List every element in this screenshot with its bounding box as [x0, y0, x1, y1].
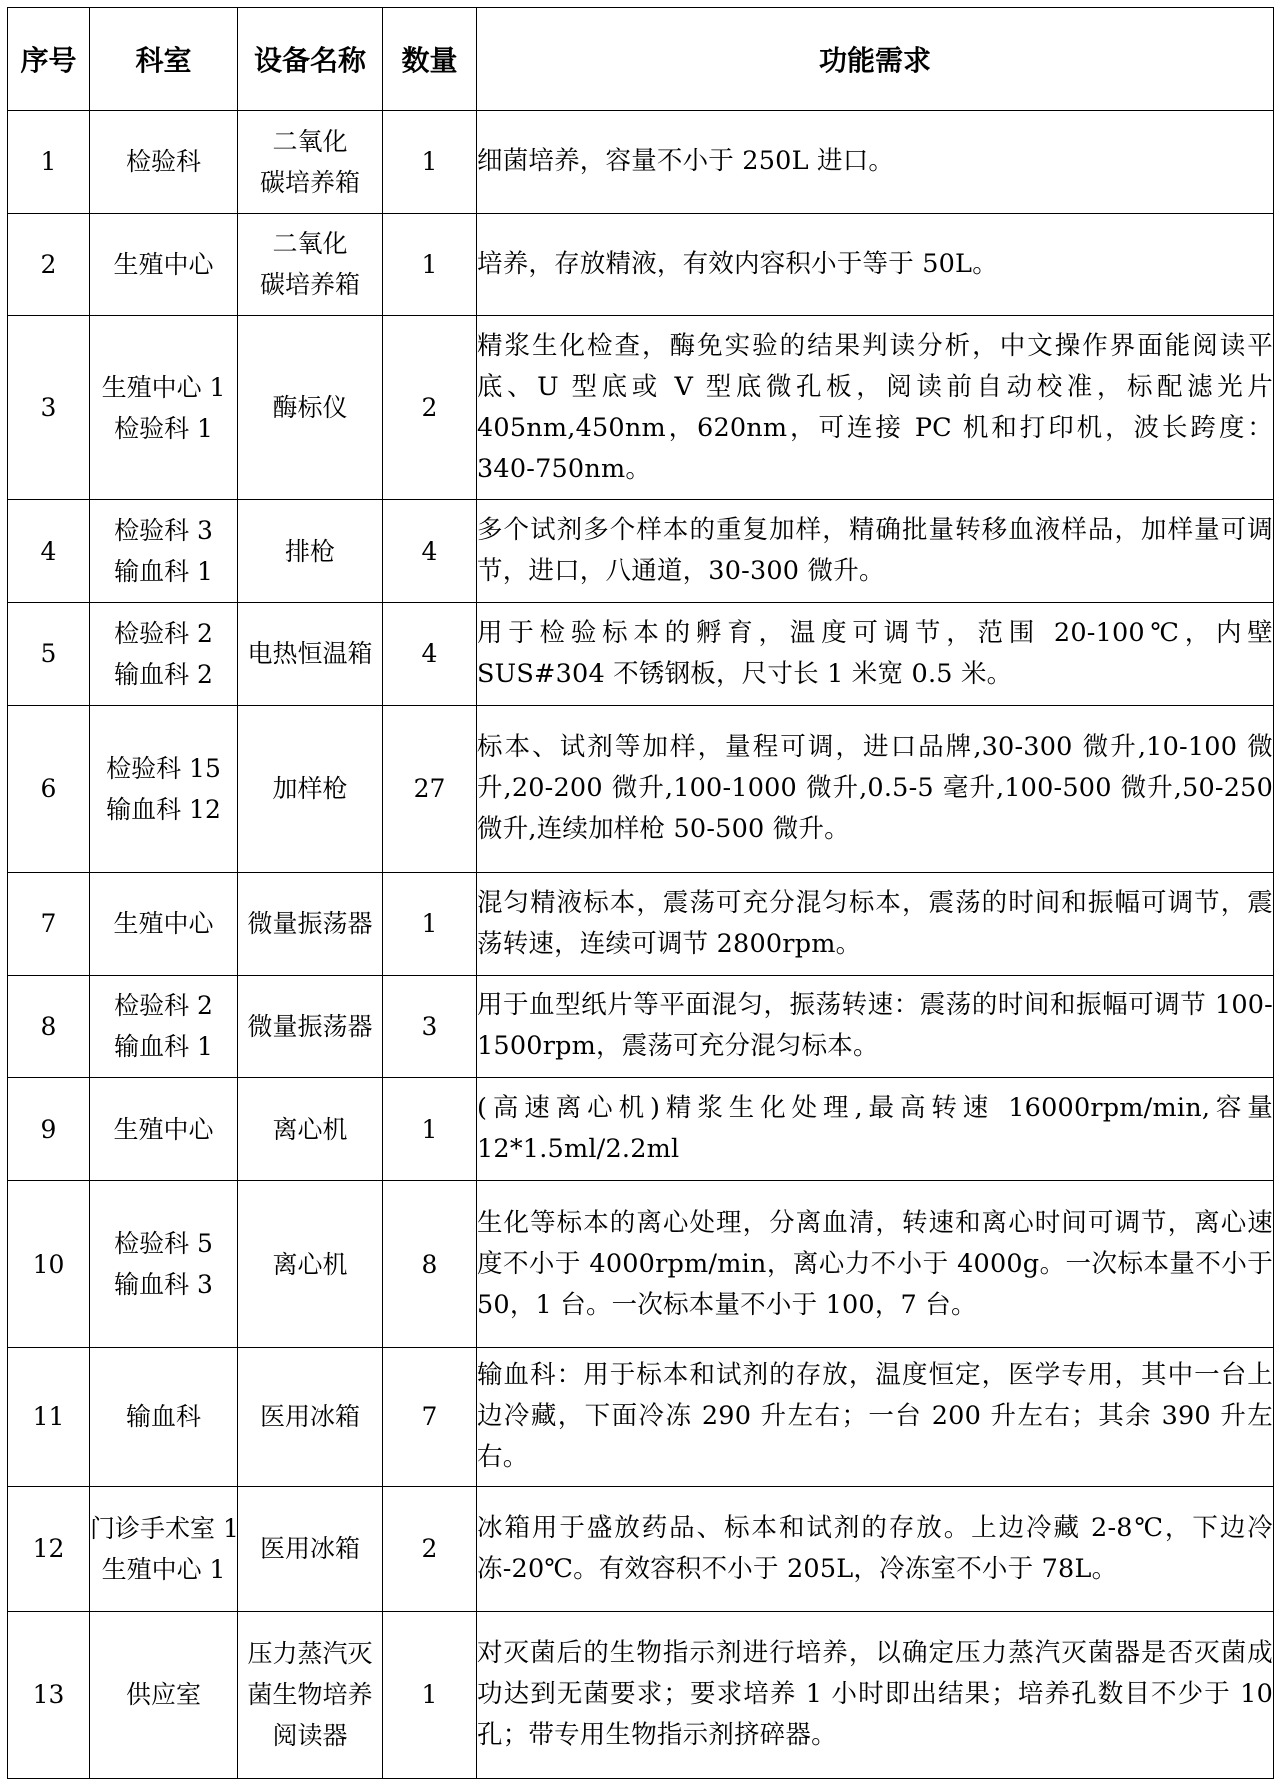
cell-device [238, 1611, 383, 1778]
cell-qty: 1 [383, 1611, 477, 1778]
cell-no: 1 [8, 111, 90, 214]
cell-no: 7 [8, 872, 90, 975]
table-row [8, 316, 1274, 500]
table-row [8, 1348, 1274, 1486]
cell-func: 生化等标本的离心处理，分离血清，转速和离心时间可调节，离心速度不小于 4000rpm/min，离心力不小于 4000g。一次标本量不小于 50，1 台。一次标本量不小于 100，7 台。 [477, 1180, 1274, 1347]
cell-no: 6 [8, 705, 90, 872]
dept-line: 输血科 2 [114, 659, 213, 689]
cell-no: 8 [8, 975, 90, 1078]
device-line: 酶标仪 [272, 393, 348, 423]
cell-dept [90, 603, 238, 706]
cell-qty: 1 [383, 111, 477, 214]
cell-no: 12 [8, 1486, 90, 1611]
cell-func: 输血科：用于标本和试剂的存放，温度恒定，医学专用，其中一台上边冷藏，下面冷冻 290 升左右；一台 200 升左右；其余 390 升左右。 [477, 1348, 1274, 1486]
dept-line: 检验科 15 [106, 753, 221, 783]
device-line: 离心机 [272, 1249, 348, 1279]
equipment-table-page [7, 7, 1273, 1779]
table-row [8, 975, 1274, 1078]
table-row [8, 1078, 1274, 1181]
table-row [8, 1180, 1274, 1347]
cell-qty: 2 [383, 316, 477, 500]
table-row [8, 1486, 1274, 1611]
cell-device [238, 1180, 383, 1347]
cell-device [238, 872, 383, 975]
cell-qty: 4 [383, 603, 477, 706]
table-header-row [8, 8, 1274, 111]
cell-device [238, 500, 383, 603]
cell-dept [90, 316, 238, 500]
header-device: 设备名称 [238, 8, 383, 111]
device-line: 加样枪 [272, 774, 348, 804]
table-row [8, 500, 1274, 603]
cell-qty: 1 [383, 1078, 477, 1181]
cell-device [238, 1348, 383, 1486]
cell-dept [90, 1486, 238, 1611]
cell-func: 标本、试剂等加样，量程可调，进口品牌,30-300 微升,10-100 微升,20-200 微升,100-1000 微升,0.5-5 毫升,100-500 微升,50-250 微升,连续加样枪 50-500 微升。 [477, 705, 1274, 872]
cell-dept [90, 500, 238, 603]
cell-no: 3 [8, 316, 90, 500]
cell-func: 精浆生化检查，酶免实验的结果判读分析，中文操作界面能阅读平底、U 型底或 V 型底微孔板，阅读前自动校准，标配滤光片 405nm,450nm，620nm，可连接 PC 机和打印机，波长跨度：340-750nm。 [477, 316, 1274, 500]
equipment-table [7, 7, 1274, 1779]
header-func: 功能需求 [477, 8, 1274, 111]
cell-func: (高速离心机)精浆生化处理,最高转速 16000rpm/min,容量 12*1.5ml/2.2ml [477, 1078, 1274, 1181]
dept-line: 输血科 [125, 1402, 201, 1432]
dept-line: 检验科 2 [114, 618, 213, 648]
cell-no: 9 [8, 1078, 90, 1181]
cell-func: 冰箱用于盛放药品、标本和试剂的存放。上边冷藏 2-8℃，下边冷冻-20℃。有效容积不小于 205L，冷冻室不小于 78L。 [477, 1486, 1274, 1611]
cell-qty: 2 [383, 1486, 477, 1611]
cell-qty: 1 [383, 213, 477, 316]
dept-line: 供应室 [125, 1680, 201, 1710]
cell-qty: 1 [383, 872, 477, 975]
device-line: 压力蒸汽灭 [247, 1639, 373, 1669]
cell-dept [90, 705, 238, 872]
table-row [8, 213, 1274, 316]
device-line: 阅读器 [272, 1721, 348, 1751]
device-line: 排枪 [284, 536, 335, 566]
cell-func: 多个试剂多个样本的重复加样，精确批量转移血液样品，加样量可调节，进口，八通道，30-300 微升。 [477, 500, 1274, 603]
device-line: 微量振荡器 [247, 909, 373, 939]
cell-no: 10 [8, 1180, 90, 1347]
table-body [8, 111, 1274, 1779]
cell-dept [90, 213, 238, 316]
cell-qty: 8 [383, 1180, 477, 1347]
cell-func: 培养，存放精液，有效内容积小于等于 50L。 [477, 213, 1274, 316]
dept-line: 生殖中心 [113, 249, 214, 279]
cell-no: 13 [8, 1611, 90, 1778]
dept-line: 输血科 3 [114, 1270, 213, 1300]
dept-line: 检验科 2 [114, 991, 213, 1021]
device-line: 碳培养箱 [259, 270, 360, 300]
cell-dept [90, 872, 238, 975]
cell-device [238, 316, 383, 500]
dept-line: 检验科 [125, 147, 201, 177]
cell-dept [90, 1348, 238, 1486]
dept-line: 生殖中心 [113, 1114, 214, 1144]
cell-device [238, 1486, 383, 1611]
device-line: 微量振荡器 [247, 1011, 373, 1041]
device-line: 二氧化 [272, 229, 348, 259]
cell-func: 对灭菌后的生物指示剂进行培养，以确定压力蒸汽灭菌器是否灭菌成功达到无菌要求；要求培养 1 小时即出结果；培养孔数目不少于 10 孔；带专用生物指示剂挤碎器。 [477, 1611, 1274, 1778]
cell-device [238, 111, 383, 214]
cell-func: 用于血型纸片等平面混匀，振荡转速：震荡的时间和振幅可调节 100-1500rpm，震荡可充分混匀标本。 [477, 975, 1274, 1078]
cell-dept [90, 111, 238, 214]
cell-no: 4 [8, 500, 90, 603]
device-line: 电热恒温箱 [247, 639, 373, 669]
cell-device [238, 705, 383, 872]
cell-func: 细菌培养，容量不小于 250L 进口。 [477, 111, 1274, 214]
table-row [8, 111, 1274, 214]
table-row [8, 1611, 1274, 1778]
dept-line: 生殖中心 [113, 909, 214, 939]
cell-qty: 7 [383, 1348, 477, 1486]
cell-qty: 4 [383, 500, 477, 603]
table-row [8, 603, 1274, 706]
table-row [8, 705, 1274, 872]
device-line: 医用冰箱 [259, 1402, 360, 1432]
dept-line: 生殖中心 1 [101, 372, 226, 402]
device-line: 二氧化 [272, 126, 348, 156]
header-no: 序号 [8, 8, 90, 111]
cell-func: 混匀精液标本，震荡可充分混匀标本，震荡的时间和振幅可调节，震荡转速，连续可调节 2800rpm。 [477, 872, 1274, 975]
device-line: 医用冰箱 [259, 1534, 360, 1564]
cell-qty: 3 [383, 975, 477, 1078]
dept-line: 输血科 1 [114, 557, 213, 587]
dept-line: 检验科 5 [114, 1229, 213, 1259]
cell-device [238, 975, 383, 1078]
cell-func: 用于检验标本的孵育，温度可调节，范围 20-100℃，内壁 SUS#304 不锈钢板，尺寸长 1 米宽 0.5 米。 [477, 603, 1274, 706]
device-line: 菌生物培养 [247, 1680, 373, 1710]
dept-line: 输血科 1 [114, 1032, 213, 1062]
header-qty: 数量 [383, 8, 477, 111]
cell-no: 2 [8, 213, 90, 316]
dept-line: 门诊手术室 1 [90, 1513, 239, 1543]
cell-device [238, 1078, 383, 1181]
cell-no: 5 [8, 603, 90, 706]
cell-no: 11 [8, 1348, 90, 1486]
dept-line: 检验科 1 [114, 413, 213, 443]
cell-dept [90, 1078, 238, 1181]
dept-line: 输血科 12 [106, 794, 221, 824]
table-row [8, 872, 1274, 975]
cell-dept [90, 1611, 238, 1778]
device-line: 碳培养箱 [259, 167, 360, 197]
cell-dept [90, 975, 238, 1078]
dept-line: 检验科 3 [114, 516, 213, 546]
cell-device [238, 213, 383, 316]
cell-dept [90, 1180, 238, 1347]
device-line: 离心机 [272, 1114, 348, 1144]
cell-qty: 27 [383, 705, 477, 872]
cell-device [238, 603, 383, 706]
dept-line: 生殖中心 1 [101, 1554, 226, 1584]
header-dept: 科室 [90, 8, 238, 111]
